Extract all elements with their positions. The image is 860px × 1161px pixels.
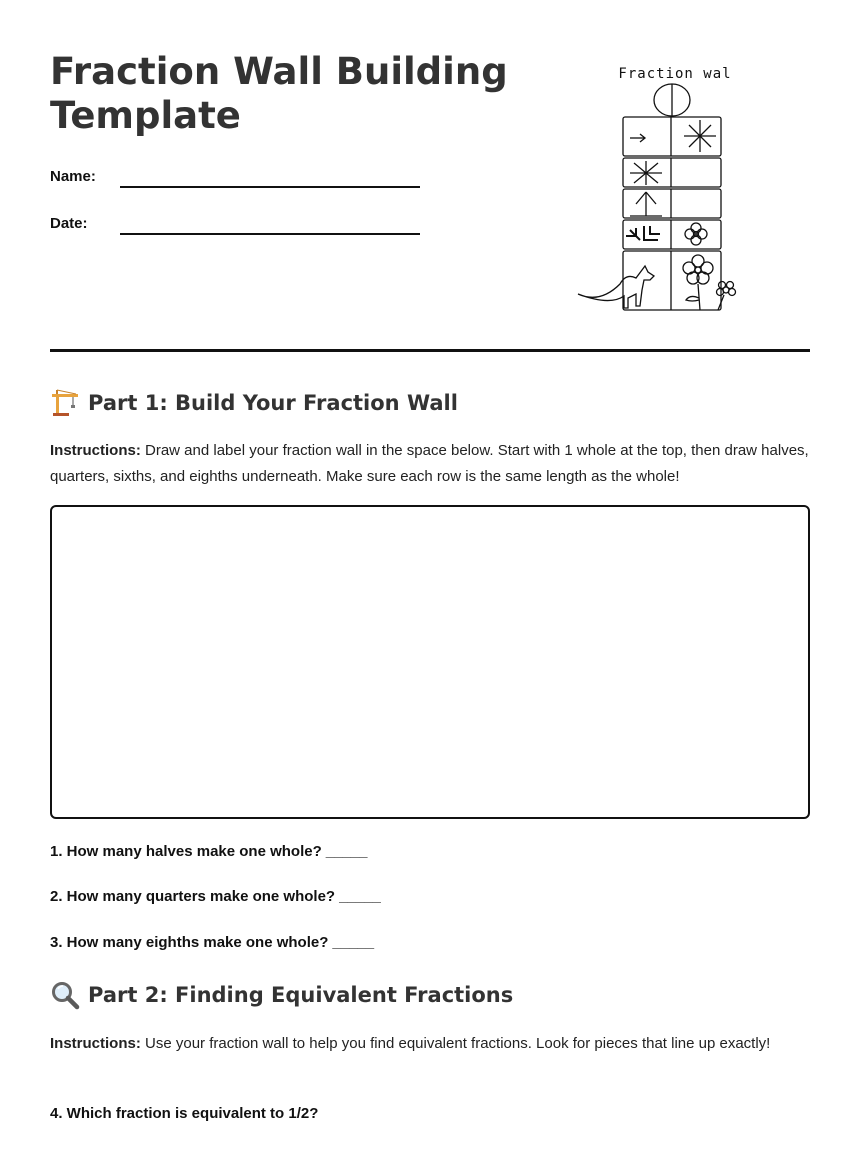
question-3-answer-blank[interactable]: _____: [332, 934, 375, 951]
part1-instructions-text: Draw and label your fraction wall in the space below. Start with 1 whole at the top, then draw halves, quarters, sixths, and eighths underneath. Make sure each row is the same length as the whole!: [50, 442, 809, 485]
question-4: [50, 1105, 318, 1122]
illustration-caption: Fraction wal: [618, 66, 732, 82]
question-1-answer-blank[interactable]: _____: [325, 843, 368, 860]
name-label: Name:: [50, 168, 96, 185]
part2-heading: [50, 980, 513, 1010]
question-1: [50, 843, 367, 860]
part1-heading: [50, 388, 458, 418]
date-line[interactable]: [120, 233, 420, 235]
question-2-answer-blank[interactable]: _____: [339, 888, 381, 905]
magnifying-glass-icon: [50, 980, 80, 1010]
question-2: [50, 888, 381, 905]
fraction-wall-illustration: [570, 58, 750, 320]
part2-heading-text: Part 2: Finding Equivalent Fractions: [88, 983, 514, 1007]
question-3: [50, 934, 374, 951]
part1-instructions-lead: Instructions:: [50, 442, 141, 459]
fraction-wall-drawing-area[interactable]: [50, 505, 810, 819]
section-divider: [50, 349, 810, 352]
worksheet-page: [50, 0, 810, 1161]
page-title: Fraction Wall Building Template: [50, 50, 508, 137]
name-field[interactable]: [50, 160, 430, 190]
question-3-text: 3. How many eighths make one whole?: [50, 934, 329, 951]
part1-instructions: [50, 438, 810, 490]
question-4-text: 4. Which fraction is equivalent to 1/2?: [50, 1105, 319, 1122]
part2-instructions-lead: Instructions:: [50, 1035, 141, 1052]
part2-instructions-text: Use your fraction wall to help you find equivalent fractions. Look for pieces that line up exactly!: [140, 1035, 771, 1052]
date-field[interactable]: [50, 207, 430, 237]
part2-instructions: [50, 1031, 810, 1057]
crane-icon: [50, 388, 80, 418]
question-1-text: 1. How many halves make one whole?: [50, 843, 322, 860]
name-line[interactable]: [120, 186, 420, 188]
part1-heading-text: Part 1: Build Your Fraction Wall: [88, 391, 458, 415]
date-label: Date:: [50, 215, 88, 232]
question-2-text: 2. How many quarters make one whole?: [50, 888, 336, 905]
